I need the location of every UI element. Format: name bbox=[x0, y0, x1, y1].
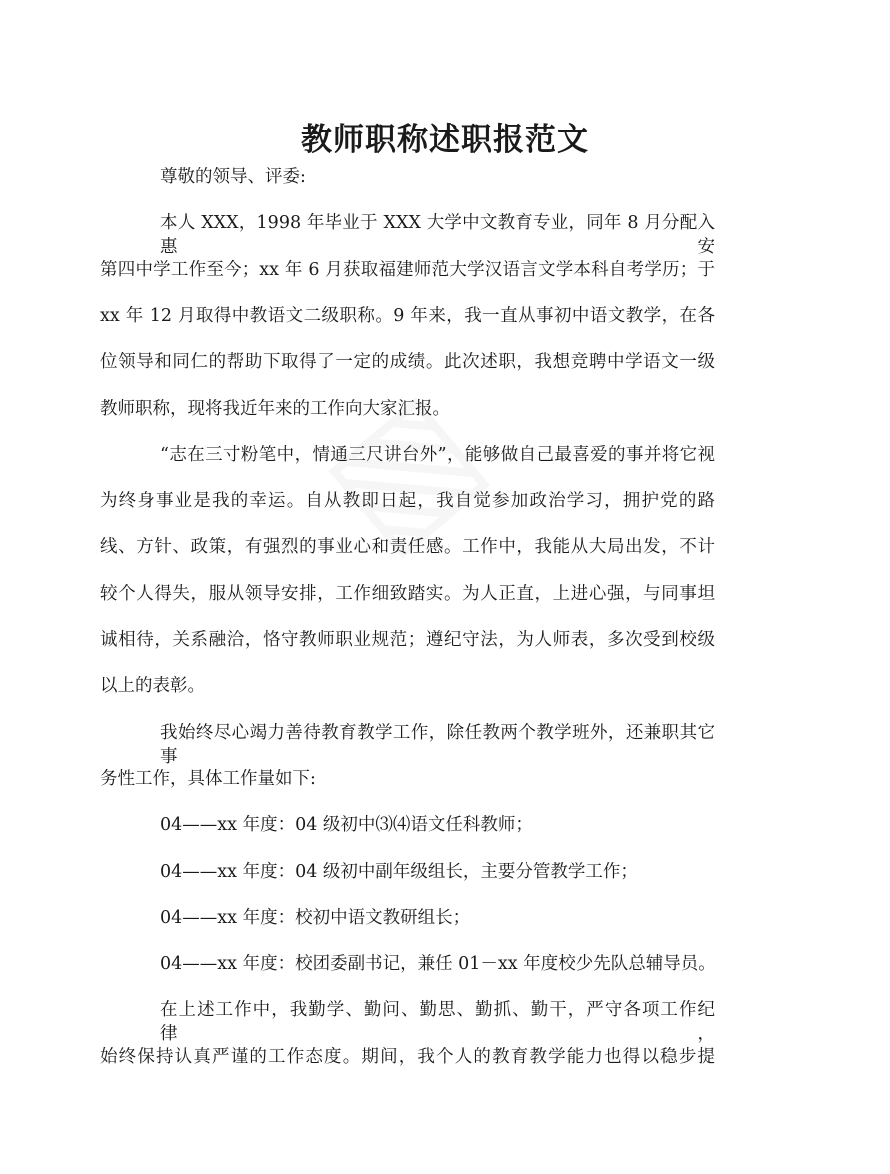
text-line: 在上述工作中，我勤学、勤问、勤思、勤抓、勤干，严守各项工作纪律， bbox=[160, 1000, 715, 1045]
text-line: 务性工作，具体工作量如下: bbox=[100, 768, 316, 789]
text-line: 本人 XXX，1998 年毕业于 XXX 大学中文教育专业，同年 8 月分配入惠安 bbox=[160, 213, 715, 258]
text-line: 以上的表彰。 bbox=[100, 676, 205, 697]
text-line: 教师职称，现将我近年来的工作向大家汇报。 bbox=[100, 398, 450, 419]
text-line: 04——xx 年度：校初中语文教研组长； bbox=[160, 907, 471, 928]
text-line: 04——xx 年度：校团委副书记，兼任 01－xx 年度校少先队总辅导员。 bbox=[160, 954, 716, 975]
text-line: 较个人得失，服从领导安排，工作细致踏实。为人正直，上进心强，与同事坦 bbox=[100, 583, 715, 604]
text-line: 位领导和同仁的帮助下取得了一定的成绩。此次述职，我想竞聘中学语文一级 bbox=[100, 352, 715, 373]
text-line: 为终身事业是我的幸运。自从教即日起，我自觉参加政治学习，拥护党的路 bbox=[100, 491, 715, 512]
text-line: 始终保持认真严谨的工作态度。期间，我个人的教育教学能力也得以稳步提 bbox=[100, 1046, 715, 1067]
text-line: 线、方针、政策，有强烈的事业心和责任感。工作中，我能从大局出发，不计 bbox=[100, 537, 715, 558]
text-line: 第四中学工作至今；xx 年 6 月获取福建师范大学汉语言文学本科自考学历；于 bbox=[100, 259, 715, 280]
text-line: xx 年 12 月取得中教语文二级职称。9 年来，我一直从事初中语文教学，在各 bbox=[100, 305, 715, 326]
text-line: 04——xx 年度：04 级初中副年级组长，主要分管教学工作； bbox=[160, 861, 638, 882]
text-line: 我始终尽心竭力善待教育教学工作，除任教两个教学班外，还兼职其它事 bbox=[160, 722, 715, 767]
document-title: 教师职称述职报范文 bbox=[301, 122, 589, 158]
text-line: “志在三寸粉笔中，情通三尺讲台外”，能够做自己最喜爱的事并将它视 bbox=[160, 444, 715, 465]
text-line: 诚相待，关系融洽，恪守教师职业规范；遵纪守法，为人师表，多次受到校级 bbox=[100, 630, 715, 650]
text-line: 04——xx 年度：04 级初中⑶⑷语文任科教师； bbox=[160, 815, 533, 836]
text-line: 尊敬的领导、评委: bbox=[160, 167, 306, 187]
